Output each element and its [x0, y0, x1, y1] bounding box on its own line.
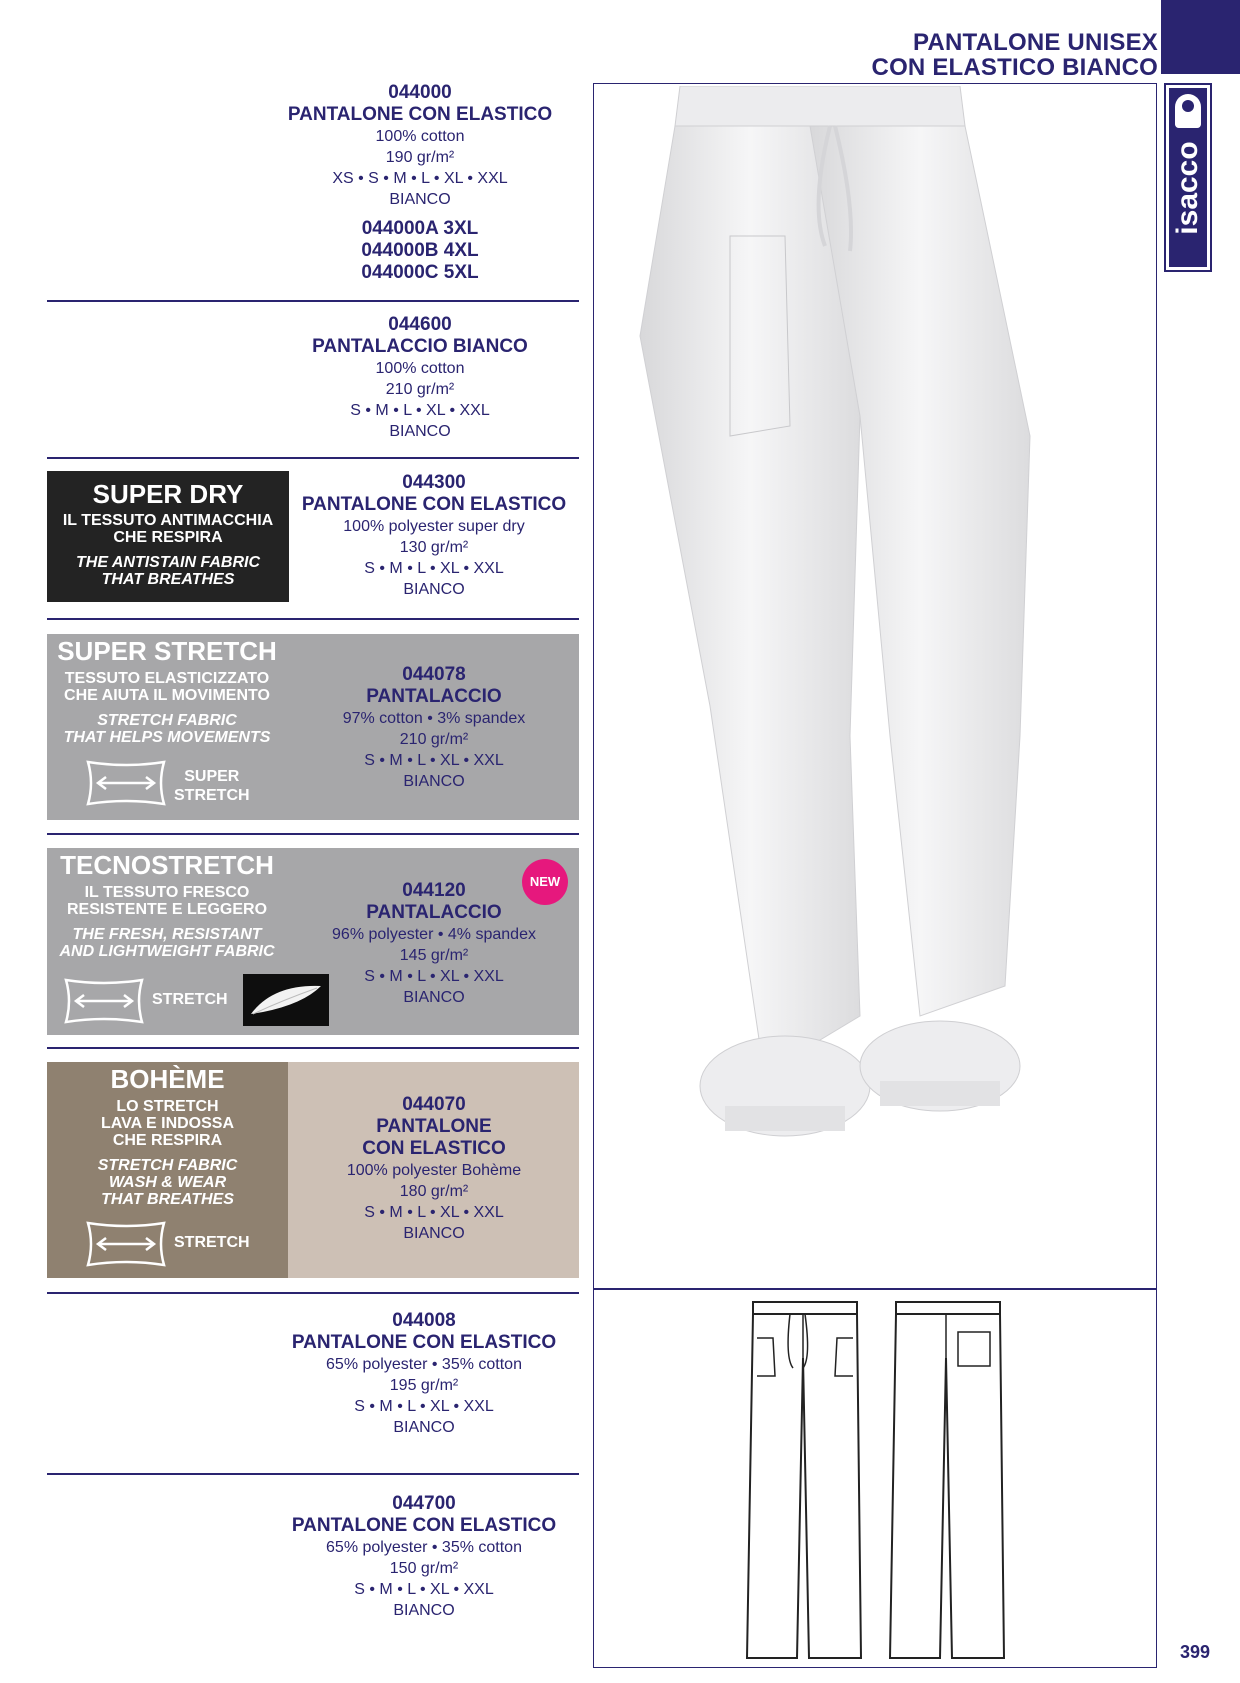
- product-name: CON ELASTICO: [362, 1138, 506, 1159]
- divider: [47, 833, 579, 835]
- badge-text-it: CHE RESPIRA: [113, 529, 223, 546]
- product-name: PANTALACCIO: [366, 902, 502, 923]
- badge-text-it: RESISTENTE E LEGGERO: [66, 901, 268, 918]
- tecnostretch-badge: [47, 848, 287, 960]
- new-badge: NEW: [522, 859, 568, 905]
- corner-block: [1161, 0, 1240, 74]
- divider: [47, 300, 579, 302]
- trousers-photo: [610, 86, 1130, 1286]
- product-code: 044600: [388, 314, 452, 335]
- product-color: BIANCO: [389, 423, 451, 440]
- product-name: PANTALONE CON ELASTICO: [291, 1332, 557, 1353]
- product-code: 044120: [402, 880, 466, 901]
- divider: [47, 618, 579, 620]
- product-weight: 180 gr/m²: [399, 1183, 469, 1200]
- product-weight: 210 gr/m²: [385, 381, 455, 398]
- badge-title: BOHÈME: [110, 1064, 225, 1094]
- badge-title: SUPER DRY: [92, 479, 244, 509]
- stretch-arrow-icon: [62, 976, 146, 1026]
- product-sizes: S • M • L • XL • XXL: [354, 1581, 494, 1598]
- product-composition: 100% polyester super dry: [343, 518, 525, 535]
- product-sizes: S • M • L • XL • XXL: [350, 402, 490, 419]
- product-sizes: S • M • L • XL • XXL: [364, 752, 504, 769]
- product-code: 044008: [392, 1310, 456, 1331]
- product-composition: 100% cotton: [375, 360, 465, 377]
- product-044070: [284, 1094, 584, 1244]
- product-weight: 150 gr/m²: [389, 1560, 459, 1577]
- badge-text-it: IL TESSUTO ANTIMACCHIA: [62, 512, 274, 529]
- front-view-drawing: [745, 1298, 865, 1668]
- badge-text-it: IL TESSUTO FRESCO: [84, 884, 250, 901]
- super-stretch-badge: [47, 634, 287, 746]
- product-name: PANTALONE: [376, 1116, 492, 1137]
- product-composition: 97% cotton • 3% spandex: [342, 710, 526, 727]
- icon-label: SUPER: [184, 768, 240, 785]
- super-stretch-icon-label: [174, 767, 250, 805]
- product-044000: [270, 82, 570, 284]
- product-044120: [284, 880, 584, 1008]
- brand-mark-icon: [1175, 94, 1201, 128]
- product-weight: 210 gr/m²: [399, 731, 469, 748]
- product-044600: [270, 314, 570, 442]
- product-composition: 96% polyester • 4% spandex: [332, 926, 536, 943]
- product-color: BIANCO: [403, 773, 465, 790]
- product-extra-size: 044000C 5XL: [361, 262, 479, 283]
- divider: [47, 1292, 579, 1294]
- page-title-line1: PANTALONE UNISEX: [913, 29, 1158, 56]
- badge-text-en: THE ANTISTAIN FABRIC: [76, 554, 260, 571]
- brand-logo: [1164, 83, 1212, 272]
- product-sizes: S • M • L • XL • XXL: [364, 560, 504, 577]
- divider: [47, 457, 579, 459]
- badge-text-en: STRETCH FABRIC: [97, 712, 237, 729]
- product-code: 044078: [402, 664, 466, 685]
- icon-label: STRETCH: [174, 787, 250, 804]
- divider: [47, 1473, 579, 1475]
- product-code: 044300: [402, 472, 466, 493]
- product-name: PANTALONE CON ELASTICO: [287, 104, 553, 125]
- product-extra-size: 044000B 4XL: [361, 240, 479, 261]
- back-view-drawing: [888, 1298, 1008, 1668]
- page-title-line2: CON ELASTICO BIANCO: [871, 54, 1158, 81]
- product-code: 044700: [392, 1493, 456, 1514]
- product-color: BIANCO: [403, 989, 465, 1006]
- product-sizes: S • M • L • XL • XXL: [364, 968, 504, 985]
- product-weight: 145 gr/m²: [399, 947, 469, 964]
- product-color: BIANCO: [403, 581, 465, 598]
- super-dry-badge: [47, 471, 289, 602]
- product-color: BIANCO: [393, 1602, 455, 1619]
- divider: [47, 1047, 579, 1049]
- product-color: BIANCO: [389, 191, 451, 208]
- stretch-arrow-icon: [84, 758, 168, 808]
- product-name: PANTALONE CON ELASTICO: [301, 494, 567, 515]
- badge-text-en: WASH & WEAR: [108, 1174, 227, 1191]
- product-weight: 130 gr/m²: [399, 539, 469, 556]
- page-number: 399: [1179, 1642, 1210, 1662]
- page-title: [872, 30, 1158, 80]
- product-code: 044070: [402, 1094, 466, 1115]
- badge-text-en: THE FRESH, RESISTANT: [72, 926, 262, 943]
- badge-text-en: THAT BREATHES: [101, 1191, 234, 1208]
- brand-logo-text: isacco: [1171, 141, 1204, 235]
- badge-title: SUPER STRETCH: [57, 636, 277, 666]
- product-044008: [274, 1310, 574, 1438]
- product-044300: [284, 472, 584, 600]
- product-044700: [274, 1493, 574, 1621]
- boheme-badge: [47, 1062, 288, 1208]
- product-name: PANTALACCIO BIANCO: [312, 336, 528, 357]
- product-sizes: XS • S • M • L • XL • XXL: [332, 170, 508, 187]
- product-044078: [284, 664, 584, 792]
- stretch-arrow-icon: [84, 1219, 168, 1269]
- badge-text-en: THAT BREATHES: [101, 571, 235, 588]
- product-name: PANTALONE CON ELASTICO: [291, 1515, 557, 1536]
- badge-text-it: TESSUTO ELASTICIZZATO: [64, 670, 270, 687]
- product-weight: 195 gr/m²: [389, 1377, 459, 1394]
- badge-text-it: LO STRETCH: [116, 1098, 219, 1115]
- product-sizes: S • M • L • XL • XXL: [364, 1204, 504, 1221]
- product-composition: 65% polyester • 35% cotton: [326, 1539, 522, 1556]
- product-name: PANTALACCIO: [366, 686, 502, 707]
- product-composition: 65% polyester • 35% cotton: [326, 1356, 522, 1373]
- product-extra-size: 044000A 3XL: [361, 218, 479, 239]
- product-color: BIANCO: [393, 1419, 455, 1436]
- product-composition: 100% cotton: [375, 128, 465, 145]
- product-weight: 190 gr/m²: [385, 149, 455, 166]
- badge-text-it: CHE AIUTA IL MOVIMENTO: [64, 687, 270, 704]
- badge-text-it: LAVA E INDOSSA: [100, 1115, 235, 1132]
- product-sizes: S • M • L • XL • XXL: [354, 1398, 494, 1415]
- badge-title: TECNOSTRETCH: [60, 850, 274, 880]
- badge-text-en: STRETCH FABRIC: [97, 1157, 238, 1174]
- product-color: BIANCO: [403, 1225, 465, 1242]
- icon-label: STRETCH: [174, 1234, 250, 1251]
- badge-text-it: CHE RESPIRA: [112, 1132, 223, 1149]
- product-composition: 100% polyester Bohème: [346, 1162, 522, 1179]
- badge-text-en: THAT HELPS MOVEMENTS: [63, 729, 271, 746]
- photo-divider: [593, 1288, 1157, 1290]
- icon-label: STRETCH: [152, 991, 228, 1008]
- product-code: 044000: [388, 82, 452, 103]
- badge-text-en: AND LIGHTWEIGHT FABRIC: [59, 943, 275, 960]
